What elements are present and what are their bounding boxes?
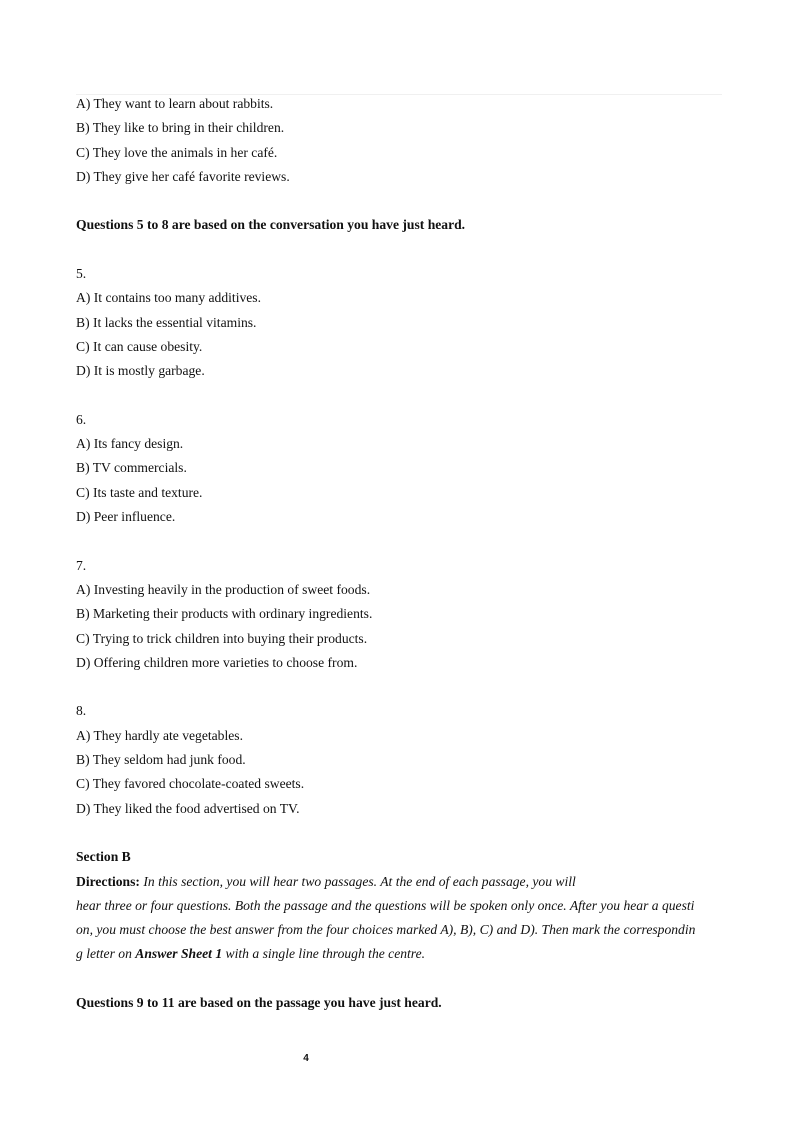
q7-option-b: B) Marketing their products with ordinary ingredients. <box>76 606 373 622</box>
q8-option-b: B) They seldom had junk food. <box>76 752 246 768</box>
q8-option-d: D) They liked the food advertised on TV. <box>76 800 300 816</box>
page-content <box>76 92 724 1015</box>
q5-option-a: A) It contains too many additives. <box>76 290 261 306</box>
directions-line-2: hear three or four questions. Both the passage and the questions will be spoken only once. After you hear a questi <box>76 897 695 913</box>
q4-option-d: D) They give her café favorite reviews. <box>76 168 290 184</box>
question-6 <box>76 408 724 529</box>
q5-option-b: B) It lacks the essential vitamins. <box>76 314 257 330</box>
question-7 <box>76 554 724 675</box>
q8-option-a: A) They hardly ate vegetables. <box>76 727 243 743</box>
q7-option-c: C) Trying to trick children into buying their products. <box>76 630 368 646</box>
directions-label: Directions: <box>76 873 140 889</box>
q4-option-c: C) They love the animals in her café. <box>76 144 278 160</box>
section-b-title: Section B <box>76 849 131 865</box>
question-number: 8. <box>76 703 87 719</box>
question-number: 6. <box>76 411 87 427</box>
directions-line-4 <box>76 942 724 966</box>
directions-text-4b: with a single line through the centre. <box>222 946 426 962</box>
q8-option-c: C) They favored chocolate-coated sweets. <box>76 776 305 792</box>
question-5 <box>76 262 724 383</box>
question-4-options <box>76 92 724 189</box>
conversation-heading: Questions 5 to 8 are based on the conversation you have just heard. <box>76 217 466 233</box>
q7-option-a: A) Investing heavily in the production of sweet foods. <box>76 581 371 597</box>
q6-option-b: B) TV commercials. <box>76 460 187 476</box>
q4-option-b: B) They like to bring in their children. <box>76 120 285 136</box>
directions-line-1 <box>76 870 724 894</box>
q6-option-d: D) Peer influence. <box>76 509 176 525</box>
q4-option-a: A) They want to learn about rabbits. <box>76 96 274 111</box>
answer-sheet-label: Answer Sheet 1 <box>135 946 223 962</box>
q5-option-c: C) It can cause obesity. <box>76 338 203 354</box>
directions-text-1: In this section, you will hear two passages. At the end of each passage, you will <box>143 873 576 889</box>
question-8 <box>76 699 724 820</box>
passage-heading: Questions 9 to 11 are based on the passage you have just heard. <box>76 994 442 1010</box>
q6-option-c: C) Its taste and texture. <box>76 484 203 500</box>
directions-text-4a: g letter on <box>76 946 136 962</box>
question-number: 7. <box>76 557 87 573</box>
directions-line-3: on, you must choose the best answer from the four choices marked A), B), C) and D). Then mark the correspondin <box>76 922 696 938</box>
q6-option-a: A) Its fancy design. <box>76 436 184 452</box>
question-number: 5. <box>76 266 87 282</box>
q7-option-d: D) Offering children more varieties to choose from. <box>76 654 358 670</box>
q5-option-d: D) It is mostly garbage. <box>76 363 205 379</box>
section-b <box>76 845 724 966</box>
page-number: 4 <box>303 1053 309 1064</box>
